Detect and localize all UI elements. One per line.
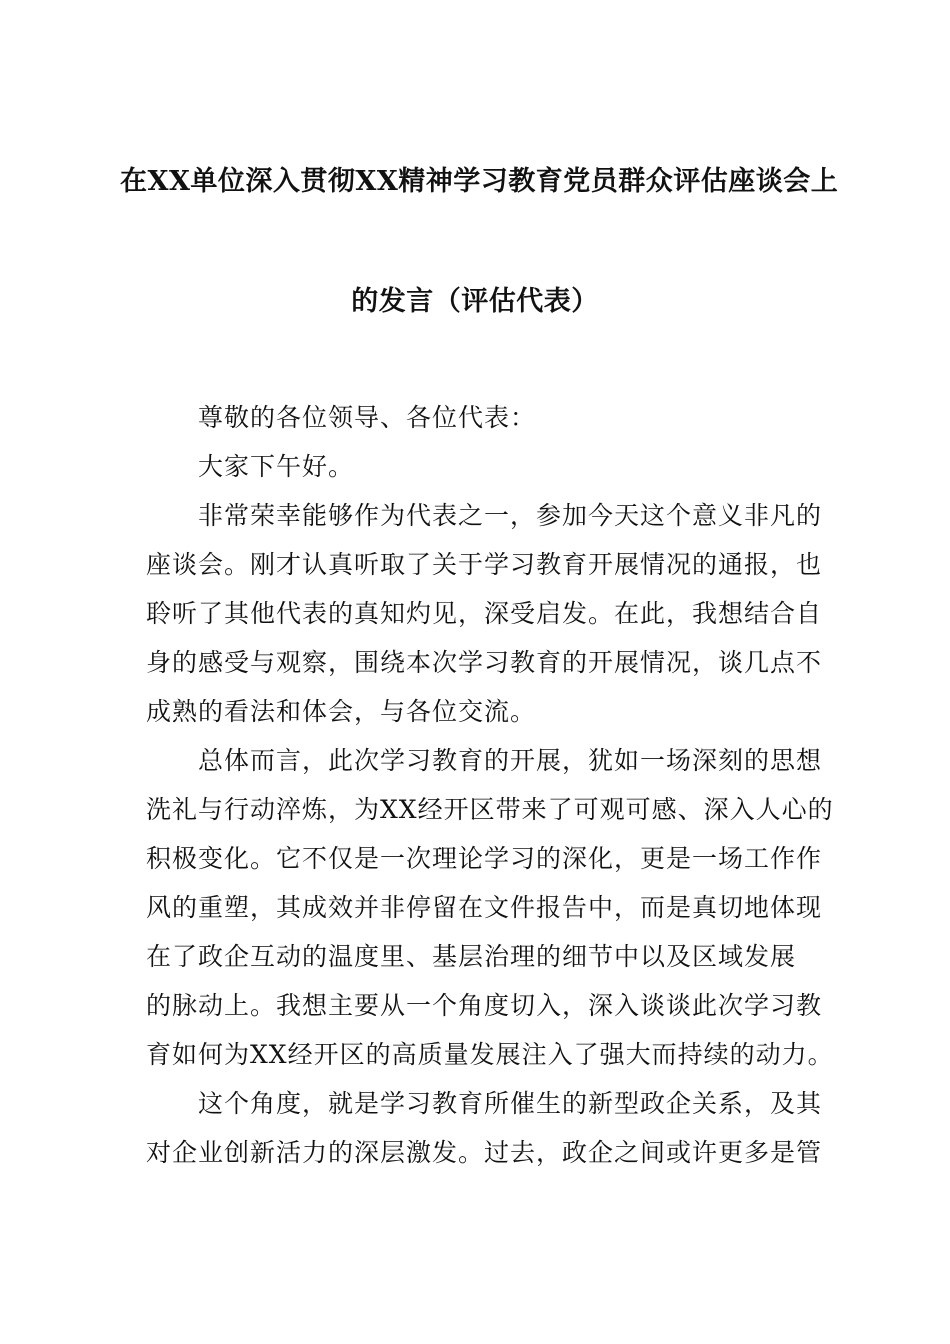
paragraph-line: 成熟的看法和体会，与各位交流。 <box>146 697 537 726</box>
paragraph-line: 育如何为XX经开区的高质量发展注入了强大而持续的动力。 <box>146 1040 834 1069</box>
document-title-line-1: 在XX单位深入贯彻XX精神学习教育党员群众评估座谈会上 <box>120 166 839 197</box>
paragraph-line: 在了政企互动的温度里、基层治理的细节中以及区域发展 <box>146 942 797 971</box>
paragraph-line: 的脉动上。我想主要从一个角度切入，深入谈谈此次学习教 <box>146 991 823 1020</box>
paragraph-line: 风的重塑，其成效并非停留在文件报告中，而是真切地体现 <box>146 893 823 922</box>
paragraph-line: 对企业创新活力的深层激发。过去，政企之间或许更多是管 <box>146 1138 823 1167</box>
paragraph-line: 座谈会。刚才认真听取了关于学习教育开展情况的通报，也 <box>146 550 823 579</box>
salutation-line: 尊敬的各位领导、各位代表： <box>198 403 537 432</box>
paragraph-line: 洗礼与行动淬炼，为XX经开区带来了可观可感、深入人心的 <box>146 795 834 824</box>
paragraph-line: 身的感受与观察，围绕本次学习教育的开展情况，谈几点不 <box>146 648 823 677</box>
paragraph-line: 这个角度，就是学习教育所催生的新型政企关系，及其 <box>198 1089 823 1118</box>
paragraph-line: 聆听了其他代表的真知灼见，深受启发。在此，我想结合自 <box>146 599 823 628</box>
greeting-line: 大家下午好。 <box>198 452 355 481</box>
paragraph-line: 积极变化。它不仅是一次理论学习的深化，更是一场工作作 <box>146 844 823 873</box>
paragraph-line: 非常荣幸能够作为代表之一，参加今天这个意义非凡的 <box>198 501 823 530</box>
paragraph-line: 总体而言，此次学习教育的开展，犹如一场深刻的思想 <box>198 746 823 775</box>
document-title-line-2: 的发言（评估代表） <box>351 286 599 317</box>
